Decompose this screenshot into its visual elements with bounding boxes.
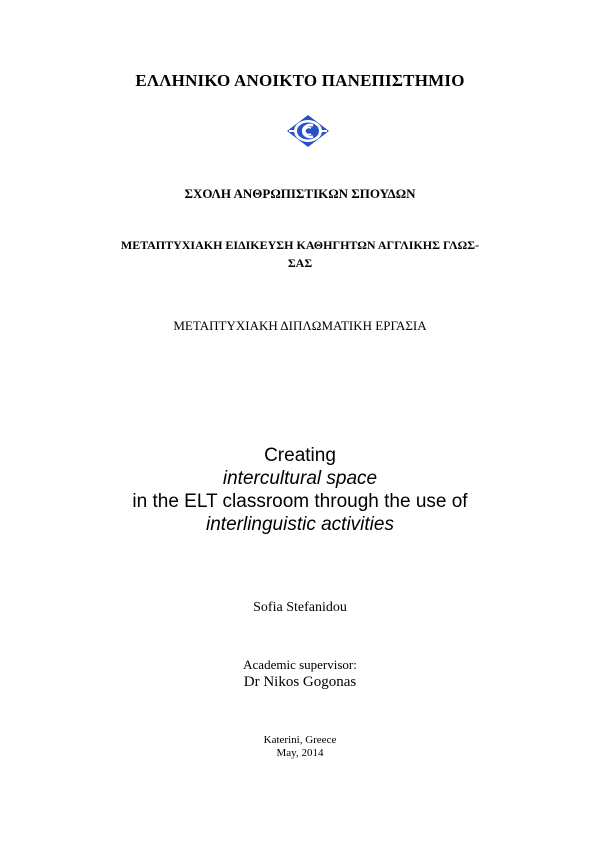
title-line-3: in the ELT classroom through the use of (132, 491, 468, 512)
title-line-1: Creating (264, 445, 336, 466)
place: Katerini, Greece (263, 734, 337, 746)
thesis-title (0, 444, 600, 536)
program-line-1: ΜΕΤΑΠΤΥΧΙΑΚΗ ΕΙΔΙΚΕΥΣΗ ΚΑΘΗΓΗΤΩΝ ΑΓΓΛΙΚΗΣ ΓΛΩΣ- (120, 238, 480, 252)
title-line-2: intercultural space (222, 468, 378, 489)
university-emblem-icon (285, 113, 331, 149)
thesis-type: ΜΕΤΑΠΤΥΧΙΑΚΗ ΔΙΠΛΩΜΑΤΙΚΗ ΕΡΓΑΣΙΑ (173, 318, 427, 333)
place-date (0, 734, 600, 760)
program-line-2: ΣΑΣ (287, 256, 313, 270)
title-line-4: interlinguistic activities (206, 514, 394, 535)
university-name: ΕΛΛΗΝΙΚΟ ΑΝΟΙΚΤΟ ΠΑΝΕΠΙΣΤΗΜΙΟ (135, 71, 465, 90)
supervisor-label: Academic supervisor: (243, 657, 357, 672)
school-name: ΣΧΟΛΗ ΑΝΘΡΩΠΙΣΤΙΚΩΝ ΣΠΟΥΔΩΝ (184, 186, 416, 201)
supervisor-name: Dr Nikos Gogonas (243, 674, 357, 690)
program-name (0, 236, 600, 272)
date: May, 2014 (276, 747, 324, 759)
author-name: Sofia Stefanidou (253, 600, 347, 615)
